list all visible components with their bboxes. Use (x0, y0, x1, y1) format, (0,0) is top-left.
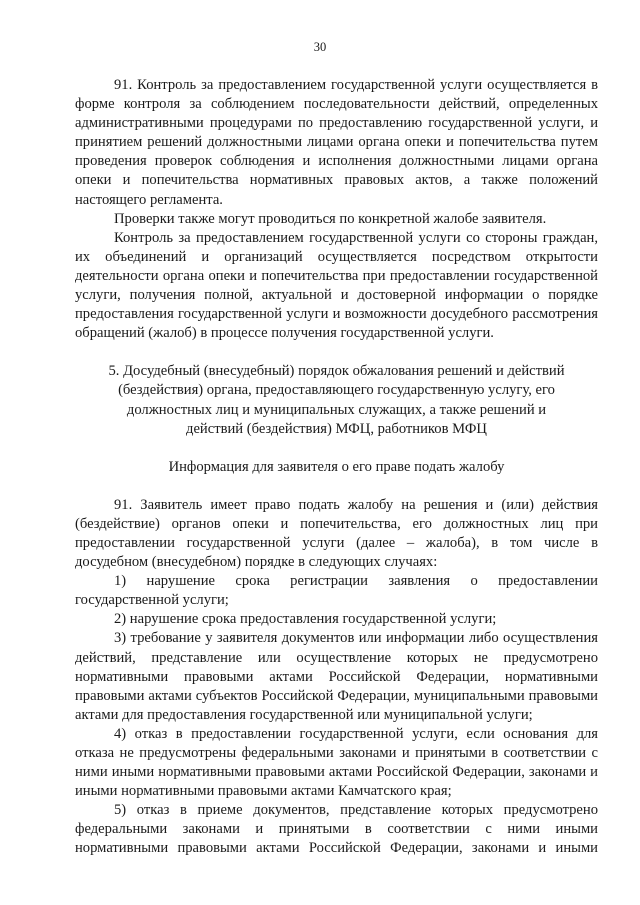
list-item-5: 5) отказ в приеме документов, представление которых предусмотрено федеральными законами и принятыми в соответствии с ними иными нормативными правовыми актами Российской Федерации, законами и иными (75, 802, 598, 857)
subheading: Информация для заявителя о его праве подать жалобу (168, 458, 505, 475)
section-heading: 5. Досудебный (внесудебный) порядок обжалования решений и действий (бездействия) органа, предоставляющего государственную услугу, его должностных лиц и муниципальных служащих, а также решений и действий (бездействия) МФЦ, работников МФЦ (108, 363, 565, 437)
spacer (75, 439, 598, 458)
list-item-2: 2) нарушение срока предоставления государственной услуги; (114, 611, 497, 628)
spacer (75, 343, 598, 362)
paragraph-complaint-91: 91. Заявитель имеет право подать жалобу на решения и (или) действия (бездействие) органов опеки и попечительства, его должностных лиц при предоставлении государственной услуги (далее – жалоба), в том числе в досудебном (внесудебном) порядке в следующих случаях: (75, 496, 598, 571)
list-item-4: 4) отказ в предоставлении государственной услуги, если основания для отказа не предусмотрены федеральными законами и принятыми в соответствии с ними иными нормативными правовыми актами Российской Федерации, законами и иными нормативными правовыми актами Камчатского края; (75, 725, 598, 800)
list-item-1: 1) нарушение срока регистрации заявления о предоставлении государственной услуги; (75, 573, 598, 609)
list-item-3: 3) требование у заявителя документов или информации либо осуществления действий, представление или осуществление которых не предусмотрено нормативными правовыми актами Российской Федерации, нормативными правовыми актами субъектов Российской Федерации, муниципальными правовыми актами для предоставления государственной или муниципальной услуги; (75, 630, 598, 723)
paragraph-checks: Проверки также могут проводиться по конкретной жалобе заявителя. (114, 210, 547, 227)
paragraph-control-91: 91. Контроль за предоставлением государственной услуги осуществляется в форме контроля за соблюдением последовательности действий, определенных административными процедурами по предоставлению государственной услуги, и принятием решений должностными лицами органа опеки и попечительства путем проведения проверок соблюдения и исполнения должностными лицами органа опеки и попечительства нормативных правовых актов, а также положений настоящего регламента. (75, 77, 598, 208)
paragraph-public-control: Контроль за предоставлением государственной услуги со стороны граждан, их объединений и организаций осуществляется посредством открытости деятельности органа опеки и попечительства при предоставлении государственной услуги, получения полной, актуальной и достоверной информации о порядке предоставления государственной услуги и возможности досудебного рассмотрения обращений (жалоб) в процессе получения государственной услуги. (75, 229, 598, 342)
page-number: 30 (313, 40, 327, 54)
document-body (75, 76, 598, 859)
spacer (75, 477, 598, 496)
